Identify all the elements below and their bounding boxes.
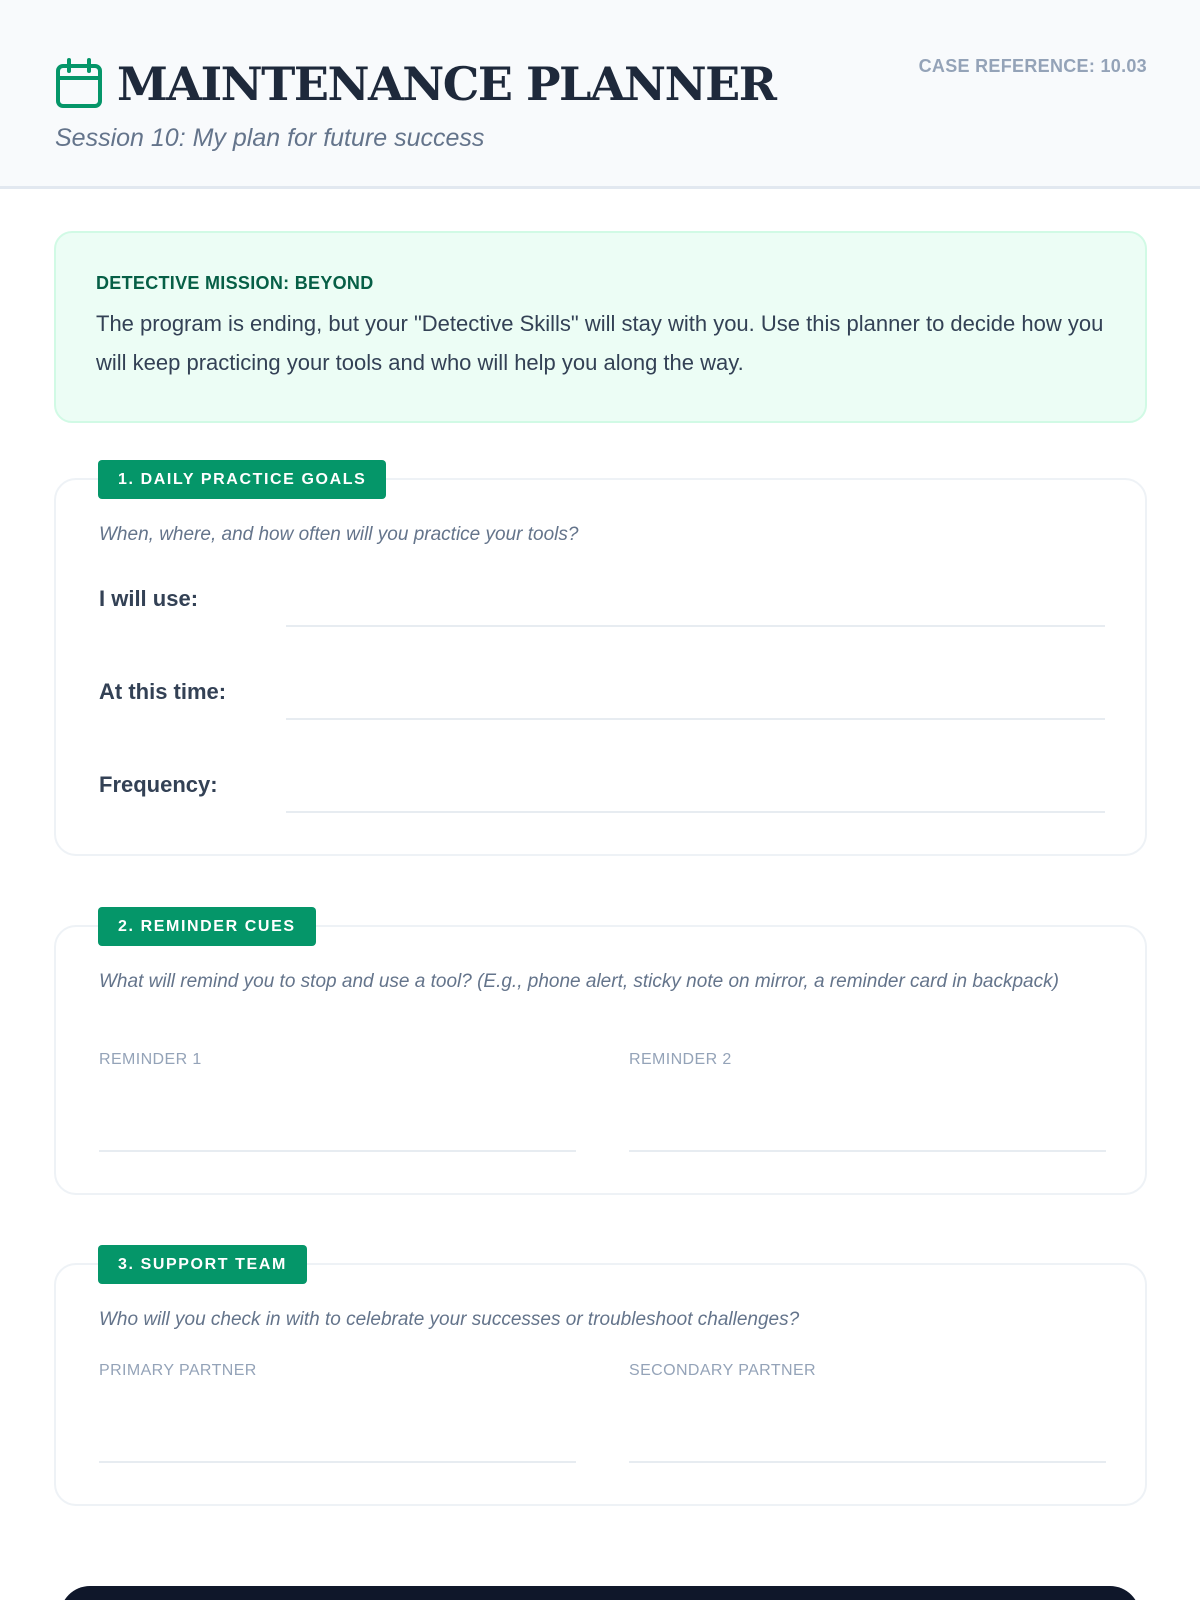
section-badge-support: 3. SUPPORT TEAM xyxy=(98,1245,307,1284)
mission-title: DETECTIVE MISSION: BEYOND xyxy=(96,273,374,293)
title-row xyxy=(55,58,775,110)
support-team-section xyxy=(54,1256,1147,1506)
page-header xyxy=(0,0,1200,189)
secondary-partner-label: SECONDARY PARTNER xyxy=(629,1362,816,1379)
reminder-1-line[interactable] xyxy=(99,1150,576,1152)
page-title: MAINTENANCE PLANNER xyxy=(117,57,776,111)
reminder-2-label: REMINDER 2 xyxy=(629,1051,732,1068)
secondary-partner-line[interactable] xyxy=(629,1461,1106,1463)
i-will-use-line[interactable] xyxy=(286,625,1105,627)
case-reference: CASE REFERENCE: 10.03 xyxy=(918,56,1147,76)
at-this-time-line[interactable] xyxy=(286,718,1105,720)
field-label-frequency: Frequency: xyxy=(99,772,218,797)
frequency-line[interactable] xyxy=(286,811,1105,813)
daily-practice-section xyxy=(54,471,1147,856)
primary-partner-line[interactable] xyxy=(99,1461,576,1463)
support-prompt: Who will you check in with to celebrate your successes or troubleshoot challenges? xyxy=(99,1309,800,1330)
reminders-prompt: What will remind you to stop and use a tool? (E.g., phone alert, sticky note on mirror, a reminder card in backpack) xyxy=(99,971,1059,992)
calendar-icon xyxy=(55,58,103,110)
footer-bar xyxy=(60,1586,1140,1600)
mission-callout xyxy=(54,231,1147,423)
field-label-at-this-time: At this time: xyxy=(99,679,227,704)
section-badge-daily: 1. DAILY PRACTICE GOALS xyxy=(98,460,386,499)
reminder-cues-section xyxy=(54,918,1147,1195)
field-label-i-will-use: I will use: xyxy=(99,586,199,611)
daily-prompt: When, where, and how often will you practice your tools? xyxy=(99,524,579,545)
page-subtitle: Session 10: My plan for future success xyxy=(55,124,485,152)
mission-text: The program is ending, but your "Detective Skills" will stay with you. Use this planner to decide how you will keep practicing your tools and who will help you along the way. xyxy=(96,311,1104,375)
reminder-1-label: REMINDER 1 xyxy=(99,1051,202,1068)
reminder-2-line[interactable] xyxy=(629,1150,1106,1152)
section-badge-reminders: 2. REMINDER CUES xyxy=(98,907,316,946)
primary-partner-label: PRIMARY PARTNER xyxy=(99,1362,257,1379)
